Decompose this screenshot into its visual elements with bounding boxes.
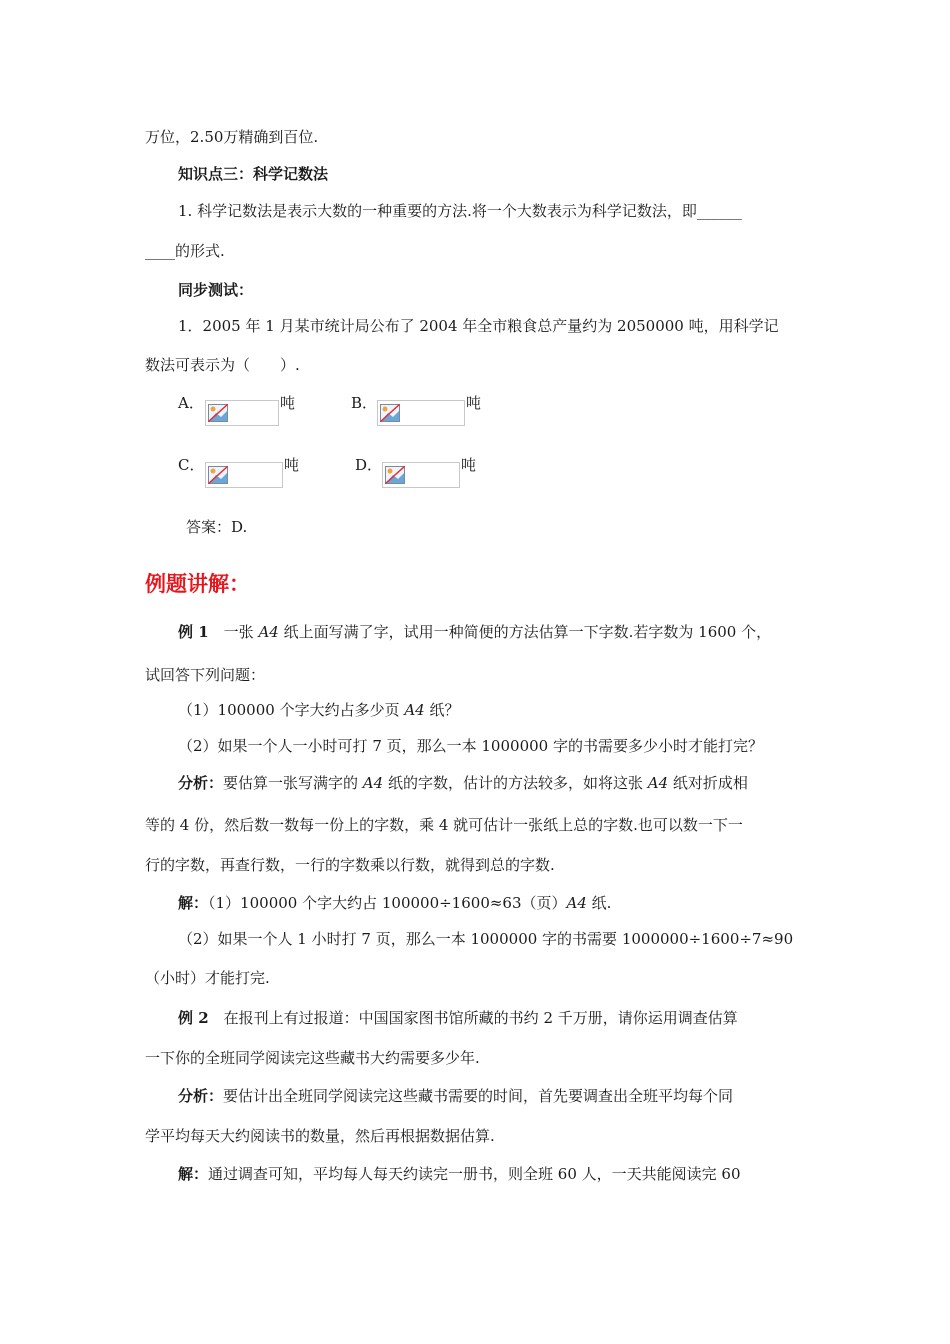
- ex1-solution-line1: [178, 893, 611, 913]
- ex1-analysis-line2: 等的 4 份，然后数一数每一份上的字数，乘 4 就可估计一张纸上总的字数.也可以数一下一: [145, 816, 743, 834]
- ex1-label: 例 1: [178, 623, 209, 641]
- option-b-label: B．: [351, 394, 378, 412]
- ex1-analysis-line1: [178, 773, 748, 793]
- option-d-label: D．: [355, 456, 383, 474]
- ex2-sol1: 通过调查可知，平均每人每天约读完一册书，则全班 60 人，一天共能阅读完 60: [208, 1165, 741, 1183]
- option-d-image: [382, 462, 460, 488]
- ex1-line2: 试回答下列问题：: [145, 666, 266, 684]
- top-line-b: 2.50: [190, 128, 224, 146]
- ex2-analysis1: 要估计出全班同学阅读完这些藏书需要的时间，首先要调查出全班平均每个同: [223, 1087, 734, 1105]
- knowledge-point-3-title: 知识点三：科学记数法: [178, 165, 329, 183]
- ex1-sol1a: （1）100000 个字大约占 100000÷1600≈63（页）: [208, 894, 567, 912]
- ex2-label: 例 2: [178, 1009, 209, 1027]
- ex1-a4: A4: [258, 623, 279, 641]
- sync-test-title: 同步测试：: [178, 281, 254, 299]
- ex2-solution-line1: [178, 1164, 741, 1184]
- broken-image-icon: [380, 404, 400, 422]
- answer-text: 答案：D.: [186, 518, 248, 536]
- ex1-analysis1a: 要估算一张写满字的: [223, 774, 363, 792]
- top-line: [145, 127, 318, 147]
- ex1-analysis-a4-2: A4: [647, 774, 669, 792]
- option-c-label: C．: [178, 456, 205, 474]
- kp3-question-line2: ____的形式.: [145, 242, 225, 260]
- broken-image-icon: [385, 466, 405, 484]
- ex1-analysis-label: 分析：: [178, 774, 224, 792]
- section-title: 例题讲解：: [145, 572, 250, 596]
- ex1-analysis1b: 纸的字数，估计的方法较多，如将这张: [383, 774, 648, 792]
- option-b-image: [377, 400, 465, 426]
- option-a-image: [205, 400, 279, 426]
- broken-image-icon: [208, 404, 228, 422]
- ex2-analysis-line1: [178, 1086, 733, 1106]
- kp3-question-line1: 1. 科学记数法是表示大数的一种重要的方法.将一个大数表示为科学记数法，即______: [178, 202, 742, 220]
- ex1-sub1a: （1）100000 个字大约占多少页: [178, 701, 405, 719]
- option-b-unit: 吨: [466, 394, 482, 412]
- top-line-a: 万位，: [145, 128, 191, 146]
- ex1-sub1: [178, 700, 460, 720]
- option-c-image: [205, 462, 283, 488]
- top-line-c: 万精确到百位.: [223, 128, 319, 146]
- ex1-sub1b: 纸？: [424, 701, 460, 719]
- ex1-sub1-a4: A4: [404, 701, 425, 719]
- ex1-line1: [178, 622, 771, 642]
- option-a-label: A．: [178, 394, 204, 412]
- ex1-sol1b: 纸.: [586, 894, 612, 912]
- option-a-unit: 吨: [280, 394, 296, 412]
- ex2-line1: [178, 1008, 738, 1028]
- ex2-analysis-line2: 学平均每天大约阅读书的数量，然后再根据数据估算.: [145, 1127, 495, 1145]
- ex1-solution-line3: （小时）才能打完.: [145, 969, 270, 987]
- broken-image-icon: [208, 466, 228, 484]
- ex1-text1a: 一张: [208, 623, 259, 641]
- q1-line2: 数法可表示为（ ）.: [145, 356, 300, 374]
- ex1-solution-line2: （2）如果一个人 1 小时打 7 页，那么一本 1000000 字的书需要 1000000÷1600÷7≈90: [178, 930, 794, 948]
- ex2-solution-label: 解：: [178, 1165, 209, 1183]
- ex1-analysis-a4-1: A4: [362, 774, 384, 792]
- ex2-text1: 在报刊上有过报道：中国国家图书馆所藏的书约 2 千万册，请你运用调查估算: [208, 1009, 738, 1027]
- ex1-solution-label: 解：: [178, 894, 209, 912]
- ex2-line2: 一下你的全班同学阅读完这些藏书大约需要多少年.: [145, 1049, 480, 1067]
- ex1-analysis-line3: 行的字数，再查行数，一行的字数乘以行数，就得到总的字数.: [145, 856, 555, 874]
- ex1-sub2: （2）如果一个人一小时可打 7 页，那么一本 1000000 字的书需要多少小时才能打完？: [178, 737, 763, 755]
- q1-line1: 1．2005 年 1 月某市统计局公布了 2004 年全市粮食总产量约为 2050000 吨，用科学记: [178, 317, 779, 335]
- ex2-analysis-label: 分析：: [178, 1087, 224, 1105]
- ex1-sol-a4: A4: [566, 894, 587, 912]
- ex1-analysis1c: 纸对折成相: [668, 774, 748, 792]
- ex1-text1b: 纸上面写满了字，试用一种简便的方法估算一下字数.若字数为 1600 个，: [278, 623, 772, 641]
- option-d-unit: 吨: [461, 456, 477, 474]
- option-c-unit: 吨: [284, 456, 300, 474]
